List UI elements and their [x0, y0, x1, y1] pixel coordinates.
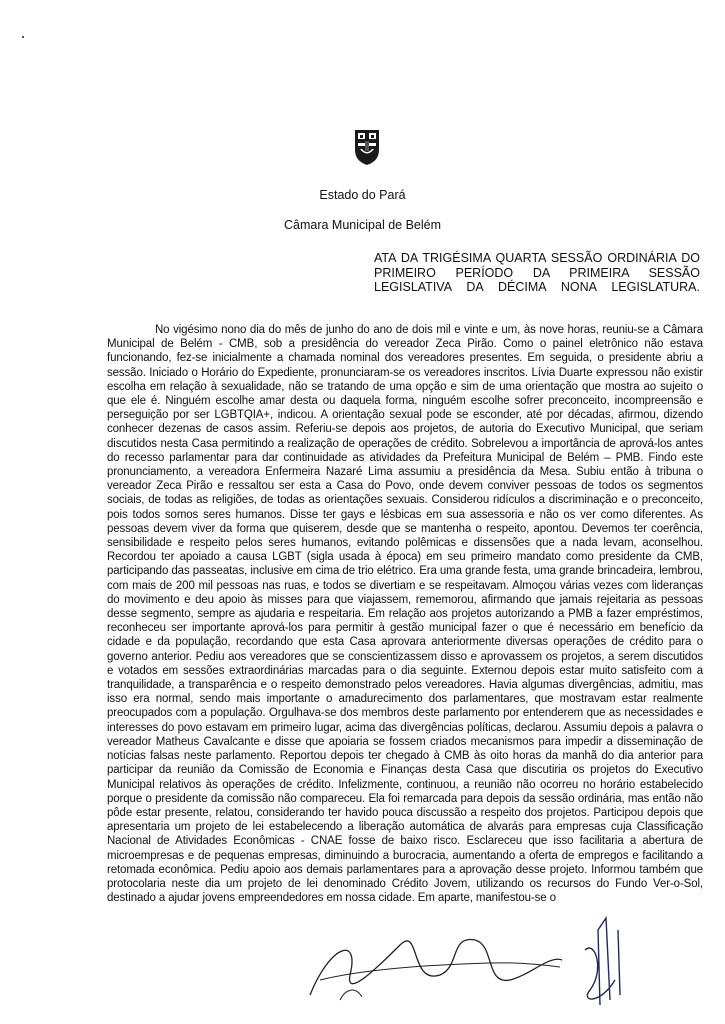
state-heading: Estado do Pará	[319, 188, 406, 202]
coat-of-arms-icon	[352, 128, 382, 166]
body-paragraph: No vigésimo nono dia do mês de junho do ano de dois mil e vinte e um, às nove horas, reuniu-se a Câmara Municipal de Belém - CMB, sob a presidência do vereador Zeca Pirão. Como o painel eletrônico não estava funcionando, fez-se inicialmente a chamada nominal dos vereadores presentes. Em seguida, o presidente abriu a sessão. Iniciado o Horário do Expediente, pronunciaram-se os vereadores inscritos. Lívia Duarte expressou não existir escolha em relação à sexualidade, não se tratando de uma opção e sim de uma orientação que mostra ao sujeito o que ele é. Ninguém escolhe amar desta ou daquela forma, ninguém escolhe sofrer preconceito, incompreensão e perseguição por ser LGBTQIA+, indicou. A orientação sexual pode se esconder, até por décadas, afirmou, dizendo conhecer dezenas de casos assim. Referiu-se depois aos projetos, de autoria do Executivo Municipal, que seriam discutidos nesta Casa permitindo a realização de operações de crédito. Sobrelevou a importância de aprová-los antes do recesso parlamentar para dar continuidade as atividades da Prefeitura Municipal de Belém – PMB. Findo este pronunciamento, a vereadora Enfermeira Nazaré Lima assumiu a presidência da Mesa. Subiu então à tribuna o vereador Zeca Pirão e ressaltou ser esta a Casa do Povo, onde devem conviver pessoas de todos os segmentos sociais, de todas as religiões, de todas as orientações sexuais. Considerou ridículos a discriminação e o preconceito, pois todos somos seres humanos. Disse ter gays e lésbicas em sua assessoria e não os ver como diferentes. As pessoas devem viver da forma que quiserem, desde que se mantenha o respeito, apontou. Devemos ter coerência, sensibilidade e respeito pelos seres humanos, evitando polêmicas e dissensões que a nada levam, aconselhou. Recordou ter apoiado a causa LGBT (sigla usada à época) em seu primeiro mandato como presidente da CMB, participando das passeatas, inclusive em cima de trio elétrico. Era uma grande festa, uma grande brincadeira, lembrou, com mais de 200 mil pessoas nas ruas, e todos se divertiam e se respeitavam. Almoçou várias vezes com lideranças do movimento e deu apoio às misses para que viajassem, rememorou, afirmando que jamais rejeitaria as pessoas desse segmento, sempre as ajudaria e respeitaria. Em relação aos projetos autorizando a PMB a fazer empréstimos, reconheceu ser importante aprová-los para permitir à gestão municipal fazer o que é necessário em benefício da cidade e da população, recordando que esta Casa aprovara anteriormente diversas operações de crédito para o governo anterior. Pediu aos vereadores que se conscientizassem disso e aprovassem os projetos, a serem discutidos e votados em sessões extraordinárias marcadas para o dia seguinte. Externou depois estar muito satisfeito com a tranquilidade, a transparência e o respeito demonstrado pelos vereadores. Havia algumas divergências, admitiu, mas isso era normal, sendo mais importante o amadurecimento dos parlamentares, que mostravam estar realmente preocupados com a população. Orgulhava-se dos membros deste parlamento por entenderem que as necessidades e interesses do povo estavam em primeiro lugar, acima das divergências políticas, declarou. Assumiu depois a palavra o vereador Matheus Cavalcante e disse que apoiaria se fossem criados mecanismos para impedir a disseminação de notícias falsas neste parlamento. Reportou depois ter chegado à CMB às oito horas da manhã do dia anterior para participar da reunião da Comissão de Economia e Finanças desta Casa que discutiria os projetos do Executivo Municipal relativos às operações de crédito. Infelizmente, continuou, a reunião não ocorreu no horário estabelecido porque o presidente da comissão não compareceu. Ela foi remarcada para depois da sessão ordinária, mas então não pôde estar presente, relatou, considerando ter havido pouca discussão a respeito dos projetos. Participou depois que apresentaria um projeto de lei estabelecendo a liberação automática de alvarás para empresas cuja Classificação Nacional de Atividades Econômicas - CNAE fosse de baixo risco. Esclareceu que isso facilitaria a abertura de microempresas e de pequenas empresas, diminuindo a burocracia, aumentando a oferta de empregos e facilitando a retomada econômica. Pediu apoio aos demais parlamentares para a aprovação desse projeto. Informou também que protocolaria neste dia um projeto de lei denominado Crédito Jovem, utilizando os recursos do Fundo Ver-o-Sol, destinado a ajudar jovens empreendedores em nossa cidade. Em aparte, manifestou-se o	[107, 324, 703, 905]
handwritten-signature	[300, 905, 570, 1015]
minutes-body	[107, 323, 703, 905]
scan-speck	[22, 36, 24, 38]
chamber-heading: Câmara Municipal de Belém	[283, 218, 441, 232]
initials-signature	[570, 910, 630, 1010]
minutes-title: ATA DA TRIGÉSIMA QUARTA SESSÃO ORDINÁRIA DO PRIMEIRO PERÍODO DA PRIMEIRA SESSÃO LEGISLATIVA DA DÉCIMA NONA LEGISLATURA.	[374, 251, 700, 294]
